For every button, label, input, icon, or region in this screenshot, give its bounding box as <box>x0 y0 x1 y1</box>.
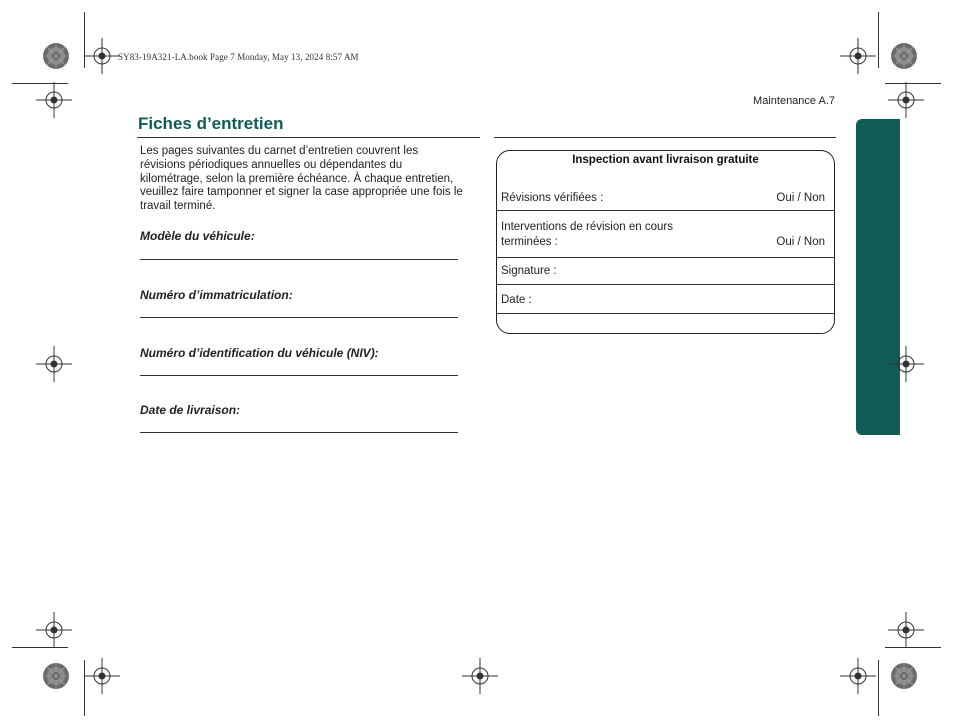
registration-mark-icon <box>888 82 924 118</box>
registration-mark-icon <box>840 658 876 694</box>
color-dial-icon <box>890 662 918 690</box>
inspection-divider <box>497 313 834 314</box>
title-rule-right <box>494 137 836 138</box>
registration-mark-icon <box>36 612 72 648</box>
inspection-box <box>496 150 835 334</box>
color-dial-icon <box>890 42 918 70</box>
inspection-row-label: Révisions vérifiées : <box>501 192 604 204</box>
registration-mark-icon <box>840 38 876 74</box>
field-line-vin[interactable] <box>140 375 458 376</box>
field-line-registration[interactable] <box>140 317 458 318</box>
registration-mark-icon <box>888 612 924 648</box>
field-label-vin: Numéro d’identification du véhicule (NIV): <box>140 346 379 360</box>
field-line-delivery-date[interactable] <box>140 432 458 433</box>
field-label-delivery-date: Date de livraison: <box>140 403 241 417</box>
title-rule-left <box>137 137 480 138</box>
registration-mark-icon <box>84 38 120 74</box>
color-dial-icon <box>42 42 70 70</box>
inspection-row-value[interactable]: Oui / Non <box>776 236 825 248</box>
chapter-side-tab <box>856 119 900 435</box>
inspection-divider <box>497 257 834 258</box>
registration-mark-icon <box>36 346 72 382</box>
inspection-row-label: terminées : <box>501 236 558 248</box>
registration-mark-icon <box>462 658 498 694</box>
inspection-row-date[interactable] <box>497 294 834 310</box>
registration-mark-icon <box>888 346 924 382</box>
field-label-registration: Numéro d’immatriculation: <box>140 288 293 302</box>
inspection-divider <box>497 210 834 211</box>
registration-mark-icon <box>84 658 120 694</box>
inspection-row-value[interactable]: Oui / Non <box>776 192 825 204</box>
crop-mark <box>878 12 879 68</box>
running-head: Maintenance A.7 <box>753 95 835 107</box>
inspection-row-signature[interactable] <box>497 265 834 281</box>
inspection-row-completed <box>497 221 834 253</box>
intro-paragraph: Les pages suivantes du carnet d’entretien couvrent les révisions périodiques annuelles ou dépendantes du kilométrage, selon la première échéance. À chaque entretien, veuillez faire tamponner et signer la case appropriée une fois le travail terminé. <box>140 145 463 213</box>
inspection-row-checked <box>497 192 834 208</box>
crop-mark <box>878 660 879 716</box>
color-dial-icon <box>42 662 70 690</box>
field-label-model: Modèle du véhicule: <box>140 229 255 243</box>
section-title: Fiches d’entretien <box>138 114 284 133</box>
registration-mark-icon <box>36 82 72 118</box>
inspection-row-label: Interventions de révision en cours <box>501 221 673 233</box>
inspection-row-label: Date : <box>501 294 532 306</box>
print-header-line: SY83-19A321-LA.book Page 7 Monday, May 13, 2024 8:57 AM <box>118 52 359 62</box>
inspection-title: Inspection avant livraison gratuite <box>572 154 759 166</box>
inspection-divider <box>497 284 834 285</box>
inspection-row-label: Signature : <box>501 265 557 277</box>
field-line-model[interactable] <box>140 259 458 260</box>
